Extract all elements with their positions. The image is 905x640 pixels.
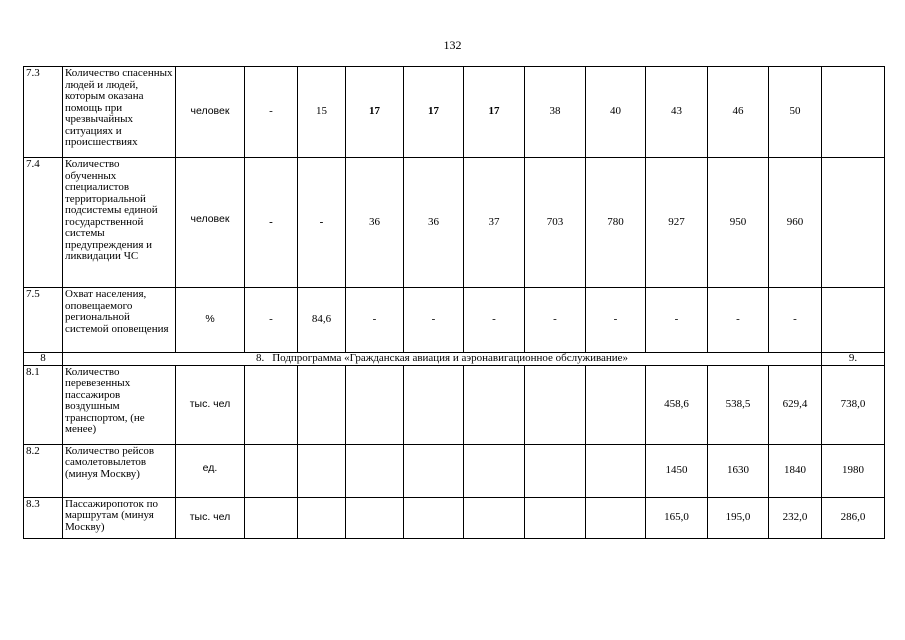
value-cell (245, 497, 298, 538)
value-cell: 960 (769, 158, 822, 288)
value-cell (245, 365, 298, 444)
table-row (24, 158, 885, 288)
unit-cell: человек (176, 67, 245, 158)
table-row (24, 444, 885, 497)
value-cell (586, 365, 646, 444)
unit-cell: тыс. чел (176, 497, 245, 538)
value-cell: 538,5 (708, 365, 769, 444)
value-cell: 286,0 (822, 497, 885, 538)
indicator-name: Количество спасенных людей и людей, которым оказана помощь при чрезвычайных ситуациях и происшествиях (63, 67, 176, 158)
value-cell (298, 497, 346, 538)
value-cell: 17 (346, 67, 404, 158)
value-cell: 195,0 (708, 497, 769, 538)
value-cell: 1630 (708, 444, 769, 497)
subprogram-inner-number: 8. (255, 352, 265, 364)
value-cell: - (346, 288, 404, 353)
value-cell (586, 444, 646, 497)
value-cell (404, 365, 464, 444)
unit-cell: ед. (176, 444, 245, 497)
value-cell: 780 (586, 158, 646, 288)
value-cell (822, 67, 885, 158)
table-row (24, 288, 885, 353)
value-cell (298, 444, 346, 497)
unit-cell: тыс. чел (176, 365, 245, 444)
value-cell (464, 497, 525, 538)
value-cell: 84,6 (298, 288, 346, 353)
indicator-name: Количество обученных специалистов территориальной подсистемы единой государственной системы предупреждения и ликвидации ЧС (63, 158, 176, 288)
table-row (24, 67, 885, 158)
subprogram-title-cell (63, 353, 822, 366)
row-number: 8.2 (24, 444, 63, 497)
value-cell: 1980 (822, 444, 885, 497)
value-cell: 738,0 (822, 365, 885, 444)
value-cell: 1840 (769, 444, 822, 497)
page-number: 132 (443, 38, 462, 52)
value-cell: - (464, 288, 525, 353)
value-cell: 50 (769, 67, 822, 158)
value-cell: 38 (525, 67, 586, 158)
value-cell: - (298, 158, 346, 288)
value-cell: 36 (346, 158, 404, 288)
row-number: 8.1 (24, 365, 63, 444)
value-cell: 629,4 (769, 365, 822, 444)
subprogram-last-cell: 9. (822, 353, 885, 366)
subprogram-number: 8 (24, 353, 63, 366)
value-cell (346, 444, 404, 497)
value-cell: - (646, 288, 708, 353)
value-cell: 458,6 (646, 365, 708, 444)
value-cell: 950 (708, 158, 769, 288)
value-cell (464, 444, 525, 497)
indicator-name: Пассажиропоток по маршрутам (минуя Москву) (63, 497, 176, 538)
value-cell: - (708, 288, 769, 353)
value-cell: - (769, 288, 822, 353)
value-cell: 15 (298, 67, 346, 158)
indicator-name: Охват населения, оповещаемого региональной системой оповещения (63, 288, 176, 353)
value-cell (346, 365, 404, 444)
value-cell: 36 (404, 158, 464, 288)
value-cell (404, 497, 464, 538)
value-cell: 37 (464, 158, 525, 288)
subprogram-row (24, 353, 885, 366)
value-cell (822, 288, 885, 353)
value-cell: - (586, 288, 646, 353)
row-number: 7.4 (24, 158, 63, 288)
value-cell: 40 (586, 67, 646, 158)
value-cell: - (245, 288, 298, 353)
value-cell (525, 444, 586, 497)
value-cell: - (245, 158, 298, 288)
value-cell: 17 (464, 67, 525, 158)
value-cell (346, 497, 404, 538)
value-cell: - (404, 288, 464, 353)
value-cell (298, 365, 346, 444)
value-cell (525, 497, 586, 538)
value-cell (525, 365, 586, 444)
value-cell (822, 158, 885, 288)
unit-cell: человек (176, 158, 245, 288)
value-cell: 46 (708, 67, 769, 158)
subprogram-title: Подпрограмма «Гражданская авиация и аэронавигационное обслуживание» (272, 352, 629, 364)
value-cell: - (525, 288, 586, 353)
value-cell: 703 (525, 158, 586, 288)
value-cell: 927 (646, 158, 708, 288)
unit-cell: % (176, 288, 245, 353)
indicator-name: Количество рейсов самолетовылетов (минуя Москву) (63, 444, 176, 497)
indicators-table (23, 66, 885, 539)
indicator-name: Количество перевезенных пассажиров воздушным транспортом, (не менее) (63, 365, 176, 444)
value-cell (245, 444, 298, 497)
value-cell: 43 (646, 67, 708, 158)
value-cell: - (245, 67, 298, 158)
value-cell: 232,0 (769, 497, 822, 538)
value-cell: 1450 (646, 444, 708, 497)
row-number: 7.3 (24, 67, 63, 158)
value-cell (464, 365, 525, 444)
table-row (24, 365, 885, 444)
value-cell (404, 444, 464, 497)
row-number: 8.3 (24, 497, 63, 538)
row-number: 7.5 (24, 288, 63, 353)
value-cell: 165,0 (646, 497, 708, 538)
table-row (24, 497, 885, 538)
value-cell: 17 (404, 67, 464, 158)
value-cell (586, 497, 646, 538)
